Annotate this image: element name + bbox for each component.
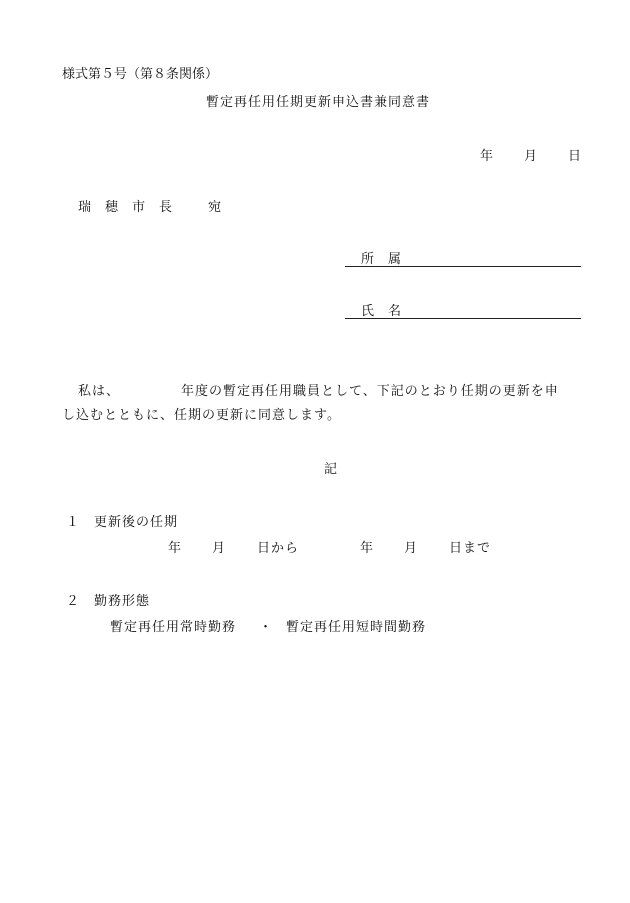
section2-heading: 勤務形態 <box>94 594 151 609</box>
affiliation-label: 所属 <box>361 252 416 267</box>
body-line1-prefix: 私は、 <box>78 384 121 399</box>
term-end-day: 日まで <box>449 541 492 556</box>
date-day-label: 日 <box>568 149 582 164</box>
addressee-name: 瑞穂市長 <box>78 200 187 215</box>
ki-heading: 記 <box>324 462 338 477</box>
work-type-short-time[interactable]: 暫定再任用短時間勤務 <box>286 620 427 635</box>
work-type-full-time[interactable]: 暫定再任用常時勤務 <box>110 620 237 635</box>
addressee-suffix: 宛 <box>208 200 222 215</box>
affiliation-field-line[interactable] <box>345 266 581 267</box>
document-title: 暫定再任用任期更新申込書兼同意書 <box>206 95 431 110</box>
term-start-day: 日から <box>257 541 300 556</box>
section2-number: ２ <box>66 594 80 609</box>
section1-heading: 更新後の任期 <box>94 515 179 530</box>
term-end-year: 年 <box>360 541 374 556</box>
term-end-month: 月 <box>404 541 418 556</box>
date-month-label: 月 <box>524 149 538 164</box>
body-line1-rest: 年度の暫定再任用職員として、下記のとおり任期の更新を申 <box>181 384 559 399</box>
term-start-year: 年 <box>168 541 182 556</box>
name-label: 氏名 <box>361 304 416 319</box>
term-start-month: 月 <box>212 541 226 556</box>
form-number: 様式第５号（第８条関係） <box>62 67 219 82</box>
name-field-line[interactable] <box>345 318 581 319</box>
date-year-label: 年 <box>480 149 494 164</box>
body-line2: し込むとともに、任期の更新に同意します。 <box>62 408 341 423</box>
section1-number: １ <box>66 515 80 530</box>
work-type-separator: ・ <box>259 620 273 635</box>
